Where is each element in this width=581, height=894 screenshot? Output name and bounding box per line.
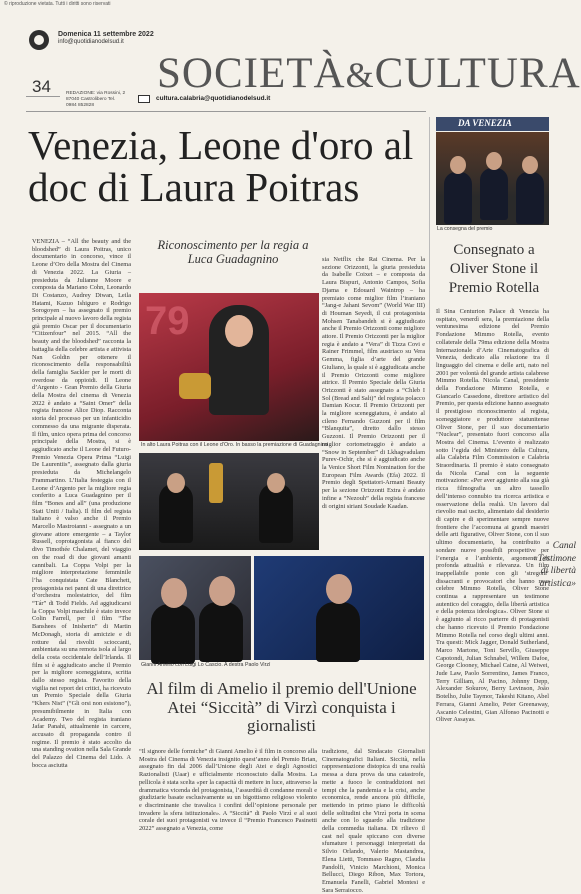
photo-figure (209, 576, 235, 606)
photo-figure (167, 473, 185, 493)
golden-lion-trophy (179, 373, 211, 399)
divider (26, 111, 426, 112)
silver-lion-trophy (209, 463, 223, 503)
article-column-3: “Il signore delle formiche” di Gianni Amelio è il film in concorso alla Mostra del Cinema di Venezia insignito quest’anno del Premio Brian, assegnato fin dal 2006 dall’Unione degli Atei e degli Agnostici Razionalisti (Uaar) e ufficialmente riconosciuto dalla Mostra. La pellicola è stata scelta «per la capacità di mettere in luce, attraverso la drammatica vicenda del protagonista, l’assurdità di condanne morali e giudiziarie basate esclusivamente su un bigottismo religioso violento e discriminante che travalica i confini dell’opinione personale per invadere la sfera istituzionale». A “Siccità” di Paolo Virzì e al suoi corale dei suoi protagonisti va invece il “Premio Francesco Pasinetti 2022” assegnato a Venezia, come (139, 748, 317, 833)
mail-icon (138, 95, 150, 103)
newspaper-logo-icon (29, 30, 49, 50)
photo-figure (161, 578, 187, 608)
divider (26, 96, 60, 112)
photo-guadagnino (139, 453, 319, 550)
photo-figure (444, 172, 472, 224)
photo-figure (450, 156, 466, 174)
edition-date: Domenica 11 settembre 2022 (58, 31, 154, 38)
backdrop-decoration: 79 (145, 299, 190, 343)
sidebar-article-body: Il Sina Centurion Palace di Venezia ha ospitato, venerdì sera, la premiazione della ventunesima edizione del Premio Fondazione Mimmo Rotella, evento collaterale della 79ma edizione della Mostra Internazionale d’Arte Cinematografica di Venezia, dedicato alla relazione tra il linguaggio del cinema e delle arti, nato nel 2001 per volontà del grande artista calabrese Mimmo Rotella. Nicola Canal, presidente della Fondazione Mimmo Rotella, e Giancarlo Cassedone, direttore artistico del Premio, per questa edizione hanno assegnato il prestigioso riconoscimento al regista, sceneggiatore e produttore statunitense Oliver Stone, per il suo documentario “Nuclear”, presentato fuori concorso alla Mostra del Cinema. L’evento è realizzato sotto l’egida del Ministero della Cultura, alla Calabria Film Commission e Calabria Straordinaria. Il premio è stato consegnato da Nicola Canal con la seguente motivazione: «Per aver aggiunto alla sua già ricca filmografia un altro tassello dell’intenso connubio tra ricerca artistica e osservazione della realtà. Un lavoro dal rievolio mai uscito, alimentato dal desiderio di capire e di sperimentare sempre nuove frontiere che l’accomuna ai grandi maestri delle arti figurative, Oliver Stone, con il suo ultimo documentario, ha contribuito a sondare nuove possibili prospettive per l’energia e l’ambiente, argomenti di profonda attualità e rilevanza. Un film inappellabile ponte con gli ‘stregoni’ dissacranti e provocatori che hanno reso celebre Mimmo Rotella, Oliver Stone continua a rappresentare un testimone autentico del coraggio, della libertà artistica e della potenza ideologica». Oliver Stone si è aggiunto al ricco parterre di protagonisti che hanno ricevuto il Premio Fondazione Mimmo Rotella nel corso degli ultimi anni. Tra questi: Mick Jagger, Donald Sutherland, Marco Martone, Toni Servillo, Giuseppe Capotondi, Julian Schnabel, Willem Dafoe, George Clooney, Michael Caine, Al Weiwei, Jude Law, Paolo Sorrentino, James Franco, Terry Gilliam, Al Pacino, Johnny Depp, Alexander Sokurov, Berry Levinson, João Botelho, Julie Taymor, Takeshi Kitano, Abel Ferrara, Gianni Amelio, Peter Greenaway, Ascanio Celestini, Gian Alfonso Pacinotti e Oliver Assayas. (436, 308, 549, 724)
redazione-info: REDAZIONE: via Rossini, 2 87040 Castrolibero Tel. 0984 852828 (66, 91, 126, 108)
edition-email: info@quotidianodelsud.it (58, 39, 124, 45)
sidebar-headline: Consegnato a Oliver Stone il Premio Rotella (448, 242, 540, 296)
photo-figure (480, 168, 508, 220)
page-number: 34 (32, 77, 51, 96)
photo-virzi (254, 556, 424, 660)
article-column-2: sia Netflix che Rai Cinema. Per la sezione Orizzonti, la giuria presieduta da Isabelle Coixet – e composta da Laura Bispuri, Antonio Campos, Sofia Djama e Edouard Waintrop – ha premiato come miglior film l’iraniano “Jang-e Jahani Sevom” (World War III) di Houman Seyedi, il cui protagonista Mohsen Tanabandeh si è aggiudicato anche il Premio Orizzonti come migliore attore. Il Premio Orizzonti per la miglior regia è andato a “Vera” di Tizza Covi e Rainer Frimmel, film austriaco su Vera Gemma, figlia d’arte del grande Giuliano, la quale si è aggiudicata anche il Premio Orizzonti come migliore attrice. Il Premio Speciale della Giuria Orizzonti è stato assegnato a “Chleb I Sol (Bread and Salt)” del regista polacco Damian Kocur. Il Premio Orizzonti per la migliore sceneggiatura, è andato al cileno Fernando Guzzoni per il film “Blanquita”, diretto dallo stesso Guzzoni. Il Premio Orizzonti per il miglior cortometraggio è andato a “Snow in September” di Lkhagvadulam Purev-Ochir, che si è aggiudicato anche la Venice Short Film Nomination for the European Film Awards (Efa) 2022. Il Premio degli Spettatori-Armani Beauty per la sezione Orizzonti Extra è andato infine a “Nezouh” della regista francese di origini siriani Soudade Kaadan. (322, 256, 425, 510)
column-divider (429, 117, 430, 869)
photo-figure (326, 574, 352, 604)
secondary-headline: Al film di Amelio il premio dell'Unione Atei “Siccità” di Virzì conquista i giornalisti (146, 679, 417, 735)
section-email: cultura.calabria@quotidianodelsud.it (156, 95, 271, 102)
article-column-1: VENEZIA – “All the beauty and the bloodshed” di Laura Poitras, unico documentario in concorso, vince il Leone d’Oro della Mostra del Cinema di Venezia 2022. La Giuria – presieduta da Julianne Moore e composta da Mariano Cohn, Leonardo Di Costanzo, Audrey Diwan, Leila Hatami, Kazuo Ishiguro e Rodrigo Sorogoyen – ha assegnato il premio principale al nuovo lavoro della regista già premio Oscar per il documentario “Citizenfour” nel 2015. “All the beauty and the bloodshed” racconta la battaglia della celebre artista e attivista Nan Goldin per ottenere il riconoscimento della responsabilità della famiglia Sackler per le morti di overdose da oppioidi. Il Leone d’Argento - Gran Premio della Giuria della Mostra del cinema di Venezia 2022 è andato a “Saint Omer” della regista francese Alice Diop. Racconta storia del processo per un infanticidio commesso da una migrante disperata. Il film, unico opera prima del concorso principale della Mostra, si è aggiudicato anche il Leone del Futuro-Premio Venezia Opera Prima “Luigi De Laurentiis”, assegnato dalla giuria presieduta da Michelangelo Frammartino. L’Italia festeggia con il Leone d’Argento per la migliore regia conferito a Luca Guadagnino per il film “Bones and all” (una produzione Stati Uniti / Italia). Il film del regista italiano è valso anche il Premio Marcello Mastroianni - assegnato a un giovane attore emergente – a Taylor Russell, coprotagonista al fianco del divo Timothée Chalamet, del viaggio on the road di due giovani amanti cannibali. La Coppa Volpi per la migliore interpretazione femminile l’ha conquistata Cate Blanchett, protagonista nei panni di una direttrice d’orchestra molestatrice, del film “Tár” di Todd Fields. Ad aggiudicarsi la Coppa Volpi maschile è stato invece Colin Farrell, per il film “The Banshees of Inisherin” di Martin McDonagh, storia di amicizie e di rotture dal risvolti scioccanti, ambientata su una remota isola al largo della costa occidentale dell’Irlanda. Il film si è aggiudicato anche il Premio per la migliore sceneggiatura, scritta dallo stesso regista. Favorito della vigilia nei report dei critici, ha ricevuto un Premio Speciale della Giuria “Khers Nist” (“Gli orsi non esistono”), presumibilmente in Italia con Academy. Two del regista iraniano Jafar Panahi, attualmente in carcere, accusato di propaganda contro il regime. Il premio è stato accolto da una standing ovation nella Sala Grande del Palazzo del Cinema del Lido. A bocca asciutta (32, 238, 131, 769)
photo-figure (225, 315, 253, 347)
photo-oliver-stone (436, 132, 549, 225)
photo-figure (516, 172, 544, 224)
photo-figure (199, 602, 243, 662)
edition-info (58, 31, 154, 45)
photo-figure (316, 602, 360, 662)
article-subtitle: Riconoscimento per la regia a Luca Guadagnino (157, 238, 309, 266)
article-column-4: tradizione, dal Sindacato Giornalisti Cinematografici Italiani. Siccità, nella rappresentazione distopica di una realtà messa a dura prova da una catastrofe, mette a fuoco le contraddizioni nei tempi che la pandemia e la crisi, anche economica, rende ancora più difficile, mettendo in primo piano le difficoltà delle solitudini che Virzì porta in scena anche con lo sguardo alla tradizione della commedia italiana. Di rilievo il cast nel quale spiccano con diverse sfumature i personaggi interpretati da Silvio Orlando, Valerio Mastandrea, Elena Lietti, Tommaso Ragno, Claudia Pandolfi, Vinicio Marchioni, Monica Bellucci, Diego Ribon, Max Tortora, Emanuela Fanelli, Gabriel Montesi e Sara Serraiocco. (322, 748, 425, 894)
section-left: SOCIETÀ (157, 50, 346, 97)
photo-figure (522, 156, 538, 174)
pull-quote: Canal «Testimone di libertà artistica» (533, 541, 576, 589)
main-headline: Venezia, Leone d'oro al doc di Laura Poitras (28, 122, 414, 210)
photo-amelio (139, 556, 251, 660)
photo-poitras (139, 293, 319, 441)
section-amp: & (345, 55, 375, 95)
copyright-note: © riproduzione vietata. Tutti i diritti sono riservati (4, 1, 111, 7)
photo-caption: Gianni Amelio con Luigi Lo Cascio. A destra Paolo Virzì (141, 662, 271, 668)
photo-figure (486, 152, 502, 170)
section-tag: DA VENEZIA (458, 118, 512, 128)
section-right: CULTURA (374, 50, 581, 97)
photo-figure (151, 604, 195, 664)
photo-caption: In alto Laura Poitras con il Leone d’Oro. In basso la premiazione di Guadagnino (141, 442, 328, 448)
photo-figure (267, 473, 285, 493)
section-title (157, 52, 581, 95)
photo-caption: La consegna del premio (437, 226, 493, 232)
